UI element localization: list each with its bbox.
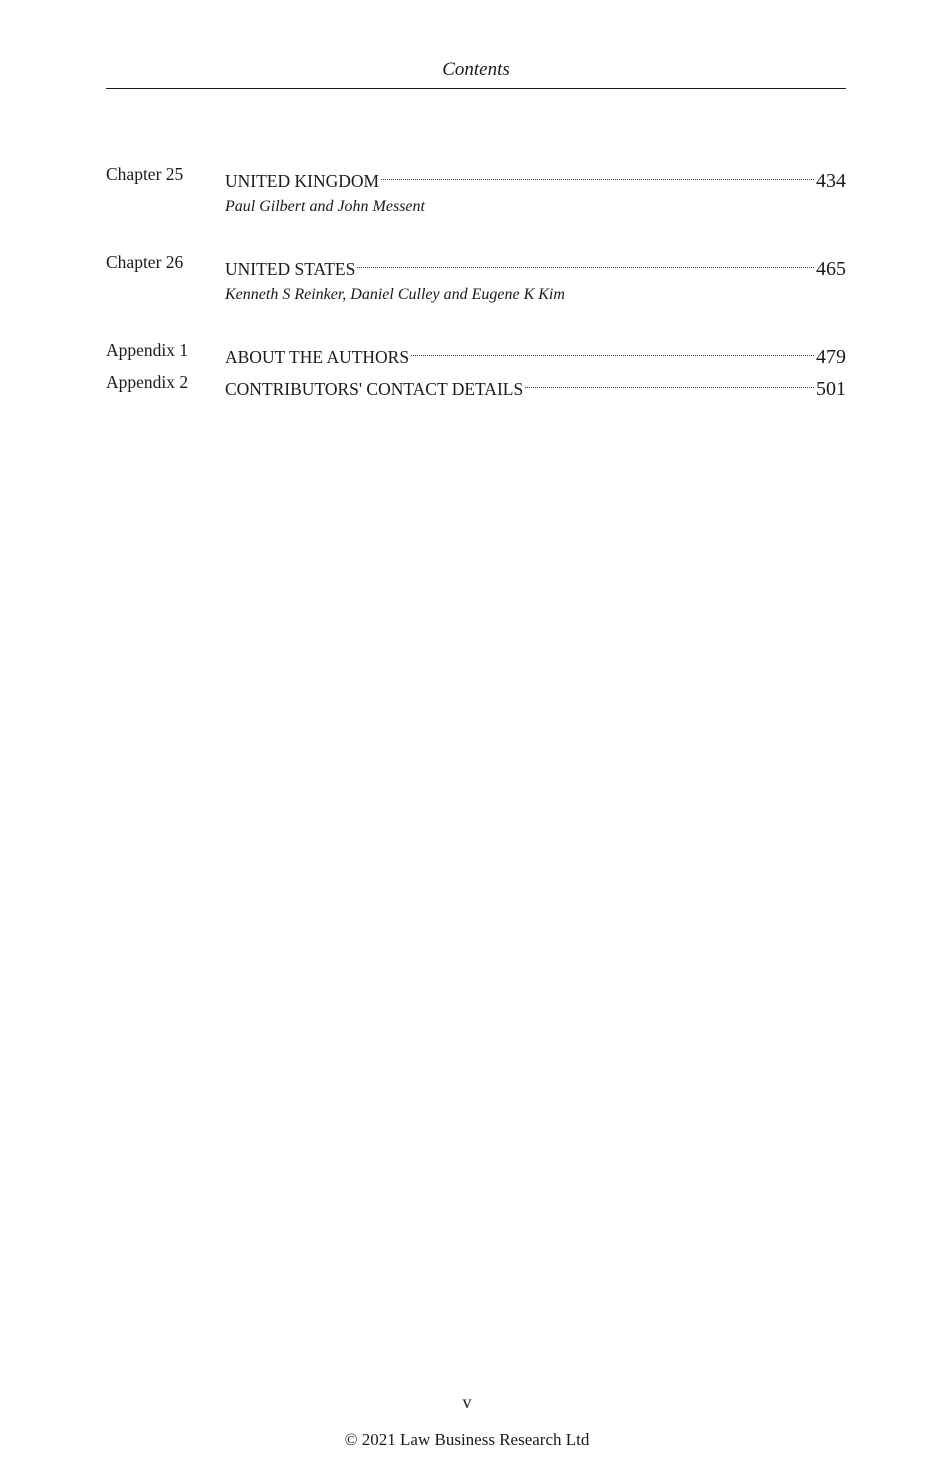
toc-entry-authors: Paul Gilbert and John Messent (225, 198, 425, 215)
toc-entry-title[interactable]: UNITED STATES (225, 259, 356, 279)
toc-entry-authors: Kenneth S Reinker, Daniel Culley and Eugene K Kim (225, 286, 565, 303)
toc-entry-label: Appendix 1 (106, 340, 189, 360)
dot-leader (411, 337, 814, 363)
toc-entry-chapter-26[interactable] (106, 249, 846, 280)
toc-entry-label: Chapter 25 (106, 164, 184, 184)
toc-entry-title[interactable]: ABOUT THE AUTHORS (225, 347, 410, 367)
dot-leader (525, 369, 814, 395)
header-rule (106, 88, 846, 89)
running-head: Contents (442, 59, 510, 80)
toc-entry-page-number: 465 (816, 258, 846, 280)
toc-entry-title[interactable]: CONTRIBUTORS' CONTACT DETAILS (225, 379, 524, 399)
toc-entry-appendix-2[interactable] (106, 369, 846, 400)
toc-entry-page-number: 434 (816, 170, 846, 192)
page-number: v (462, 1392, 472, 1412)
toc-entry-page-number: 501 (816, 378, 846, 400)
toc-entry-chapter-25[interactable] (106, 161, 846, 192)
toc-entry-title[interactable]: UNITED KINGDOM (225, 171, 380, 191)
toc-entry-label: Appendix 2 (106, 372, 189, 392)
toc-entry-page-number: 479 (816, 346, 846, 368)
dot-leader (381, 161, 814, 187)
dot-leader (357, 249, 814, 275)
toc-entry-label: Chapter 26 (106, 252, 184, 272)
toc-entry-appendix-1[interactable] (106, 337, 846, 368)
copyright-notice: © 2021 Law Business Research Ltd (344, 1430, 590, 1449)
